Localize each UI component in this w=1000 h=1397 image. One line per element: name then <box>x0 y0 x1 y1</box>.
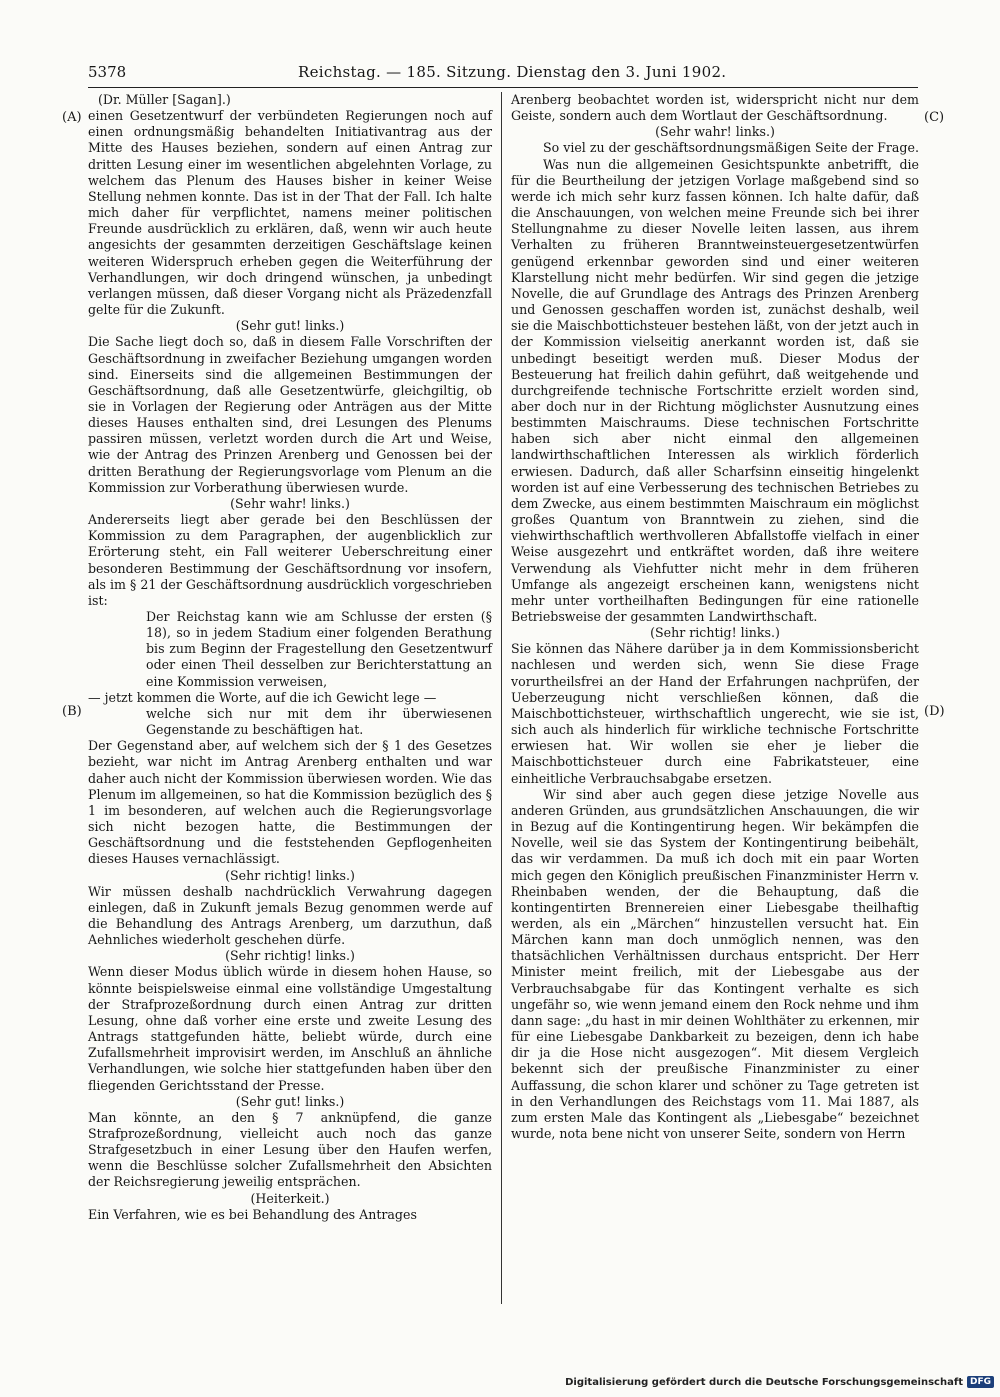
interjection: (Sehr richtig! links.) <box>225 867 355 883</box>
paragraph: Wenn dieser Modus üblich würde in diesem hohen Hause, so könnte beispielsweise einmal eine vollständige Umgestaltung der Strafprozeßordnung durch einen Antrag zur dritten Lesung, ohne daß vorher eine erste und zweite Lesung des Antrags stattgefunden hätte, beliebt würde, durch eine Zufallsmehrheit improvisirt werden, im Anschluß an ähnliche Verhandlungen, wie solche hier stattgefunden haben über den fliegenden Gerichtsstand der Presse. <box>88 964 492 1093</box>
paragraph: — jetzt kommen die Worte, auf die ich Gewicht lege — <box>88 689 437 705</box>
paragraph: Andererseits liegt aber gerade bei den Beschlüssen der Kommission zu dem Paragraphen, der augenblicklich zur Erörterung steht, ein Fall weiterer Ueberschreitung einer besonderen Bestimmung der Geschäftsordnung vor insofern, als im § 21 der Geschäftsordnung ausdrücklich vorgeschrieben ist: <box>88 512 492 608</box>
page-header <box>88 63 918 87</box>
column-divider <box>501 92 502 1304</box>
paragraph: Die Sache liegt doch so, daß in diesem Falle Vorschriften der Geschäftsordnung in zweifacher Beziehung umgangen worden sind. Einerseits sind die allgemeinen Bestimmungen der Geschäftsordnung, daß alle Gesetzentwürfe, gleichgiltig, ob sie in Vorlagen der Regierung oder Anträgen aus der Mitte dieses Hauses enthalten sind, drei Lesungen des Plenums passiren müssen, verletzt worden durch die Art und Weise, wie der Antrag des Prinzen Arenberg und Genossen bei der dritten Berathung der Regierungsvorlage vom Plenum an die Kommission zur Vorberathung überwiesen wurde. <box>88 334 492 495</box>
interjection: (Heiterkeit.) <box>250 1190 330 1206</box>
quotation: welche sich nur mit dem ihr überwiesenen Gegenstande zu beschäftigen hat. <box>146 705 492 738</box>
paragraph: So viel zu der geschäftsordnungsmäßigen Seite der Frage. <box>543 140 919 156</box>
paragraph: Ein Verfahren, wie es bei Behandlung des Antrages <box>88 1206 417 1222</box>
interjection: (Sehr wahr! links.) <box>655 124 775 140</box>
paragraph: Wir müssen deshalb nachdrücklich Verwahrung dagegen einlegen, daß in Zukunft jemals Bezug genommen werde auf die Behandlung des Antrags Arenberg, um darzuthun, daß Aehnliches wiederholt geschehen dürfe. <box>88 883 492 948</box>
paragraph: Der Gegenstand aber, auf welchem sich der § 1 des Gesetzes bezieht, war nicht im Antrag Arenberg enthalten und war daher auch nicht der Kommission überwiesen worden. Wie das Plenum im allgemeinen, so hat die Kommission bezüglich des § 1 im besonderen, auf welchen auch die Regierungsvorlage sich nicht bezogen hatte, die Bestimmungen der Geschäftsordnung und die feststehenden Gepflogenheiten dieses Hauses vernachlässigt. <box>88 738 492 867</box>
right-column <box>511 92 919 1142</box>
paragraph: einen Gesetzentwurf der verbündeten Regierungen noch auf einen ordnungsmäßig behandelten Initiativantrag aus der Mitte des Hauses beziehen, sondern auf einen Antrag zur dritten Lesung einer im wesentlichen abgelehnten Vorlage, zu welchem das Plenum des Hauses bisher in keiner Weise Stellung nehmen konnte. Das ist in der That der Fall. Ich halte mich daher für verpflichtet, namens meiner politischen Freunde ausdrücklich zu erklären, daß, wenn wir auch heute angesichts der gesammten derzeitigen Geschäftslage keinen weiteren Widerspruch erheben gegen die Weiterführung der Verhandlungen, wir doch dringend wünschen, ja unbedingt verlangen müssen, daß dieser Vorgang nicht als Präzedenzfall gelte für die Zukunft. <box>88 108 492 318</box>
footer-text: Digitalisierung gefördert durch die Deutsche Forschungsgemeinschaft <box>565 1376 963 1388</box>
interjection: (Sehr wahr! links.) <box>230 495 350 511</box>
interjection: (Sehr richtig! links.) <box>650 625 780 641</box>
margin-mark-b: (B) <box>62 704 82 719</box>
page-number: 5378 <box>88 63 127 81</box>
paragraph: Man könnte, an den § 7 anknüpfend, die ganze Strafprozeßordnung, vielleicht auch noch das ganze Strafgesetzbuch in einer Lesung über den Haufen werfen, wenn die Beschlüsse solcher Zufallsmehrheit den Absichten der Reichsregierung jeweilig entsprächen. <box>88 1109 492 1190</box>
paragraph: Sie können das Nähere darüber ja in dem Kommissionsbericht nachlesen und werden sich, wenn Sie diese Frage vorurtheilsfrei an der Hand der Erfahrungen nachprüfen, der Ueberzeugung nicht verschließen können, daß die Maischbottichsteuer, wirthschaftlich ungerecht, wie sie ist, sich auch als hinderlich für wirkliche technische Fortschritte erwiesen hat. Wir wollen sie eher je lieber die Maischbottichsteuer durch eine Fabrikatsteuer, eine einheitliche Verbrauchsabgabe ersetzen. <box>511 641 919 786</box>
margin-mark-d: (D) <box>924 704 945 719</box>
paragraph: Was nun die allgemeinen Gesichtspunkte anbetrifft, die für die Beurtheilung der jetzigen Vorlage maßgebend sind so werde ich mich sehr kurz fassen können. Ich halte dafür, daß die Anschauungen, von welchen meine Freunde sich bei ihrer Stellungnahme zu dieser Novelle leiten lassen, aus ihrem Verhalten zu früheren Branntweinsteuergesetzentwürfen genügend erkennbar geworden sind und einer weiteren Klarstellung nicht mehr bedürfen. Wir sind gegen die jetzige Novelle, die auf Grundlage des Antrags des Prinzen Arenberg und Genossen geschaffen worden ist, zunächst deshalb, weil sie die Maischbottichsteuer bestehen läßt, von der jetzt auch in der Kommission vielseitig anerkannt worden ist, daß sie unbedingt beseitigt werden muß. Dieser Modus der Besteuerung hat freilich dahin geführt, daß weitgehende und durchgreifende technische Fortschritte erzielt worden sind, aber doch nur in der Richtung möglichster Ausnutzung eines bestimmten Maischraums. Diese technischen Fortschritte haben sich aber nicht einmal den allgemeinen landwirthschaftlichen Interessen als wirklich förderlich erwiesen. Dadurch, daß aller Scharfsinn einseitig hingelenkt worden ist auf eine Verbesserung des technischen Betriebes zu dem Zwecke, aus einem bestimmten Maischraum ein möglichst großes Quantum von Branntwein zu ziehen, sind die viehwirthschaftlich werthvolleren Abfallstoffe vielfach in einer Weise ausgezehrt und entkräftet worden, daß ihre weitere Verwendung als Viehfutter nicht mehr in dem früheren Umfange als angezeigt erscheinen kann, wenigstens nicht mehr unter vortheilhaften Bedingungen für eine rationelle Betriebsweise der gesammten Landwirthschaft. <box>511 156 919 624</box>
header-rule <box>88 87 918 88</box>
margin-mark-c: (C) <box>924 110 945 125</box>
paragraph: Arenberg beobachtet worden ist, widerspricht nicht nur dem Geiste, sondern auch dem Wortlaut der Geschäftsordnung. <box>511 92 919 124</box>
running-head: Reichstag. — 185. Sitzung. Dienstag den 3. Juni 1902. <box>298 63 727 81</box>
speaker-line: (Dr. Müller [Sagan].) <box>98 92 231 107</box>
dfg-logo: DFG <box>967 1376 994 1388</box>
interjection: (Sehr richtig! links.) <box>225 948 355 964</box>
footer <box>565 1376 994 1388</box>
left-column <box>88 92 492 1223</box>
interjection: (Sehr gut! links.) <box>235 1093 345 1109</box>
margin-mark-a: (A) <box>62 110 82 125</box>
paragraph: Wir sind aber auch gegen diese jetzige Novelle aus anderen Gründen, aus grundsätzlichen Anschauungen, die wir in Bezug auf die Kontingentirung hegen. Wir bekämpfen die Novelle, weil sie das System der Kontingentirung beibehält, das wir verdammen. Da muß ich doch mit ein paar Worten mich gegen den Königlich preußischen Finanzminister Herrn v. Rheinbaben wenden, der die Behauptung, daß die kontingentirten Brennereien einer Liebesgabe theilhaftig werden, als ein „Märchen“ hinzustellen versucht hat. Ein Märchen kann man doch unmöglich nennen, was den thatsächlichen Verhältnissen durchaus entspricht. Der Herr Minister meint freilich, mit der Liebesgabe aus der Verbrauchsabgabe für das Kontingent verhalte es sich ungefähr so, wie wenn jemand einem den Rock nehme und ihm dann sage: „du hast in mir deinen Wohlthäter zu erkennen, mir für eine Liebesgabe Dankbarkeit zu bezeigen, denn ich habe dir ja die Hose nicht ausgezogen“. Mit diesem Vergleich bekennt sich der preußische Finanzminister zu einer Auffassung, die schon klarer und schöner zu Tage getreten ist in den Verhandlungen des Reichstags vom 11. Mai 1887, als zum ersten Male das Kontingent als „Liebesgabe“ bezeichnet wurde, nota bene nicht von unserer Seite, sondern von Herrn <box>511 786 919 1141</box>
interjection: (Sehr gut! links.) <box>235 318 345 334</box>
quotation: Der Reichstag kann wie am Schlusse der ersten (§ 18), so in jedem Stadium einer folgenden Berathung bis zum Beginn der Fragestellung den Gesetzentwurf oder einen Theil desselben zur Berichterstattung an eine Kommission verweisen, <box>146 609 492 689</box>
